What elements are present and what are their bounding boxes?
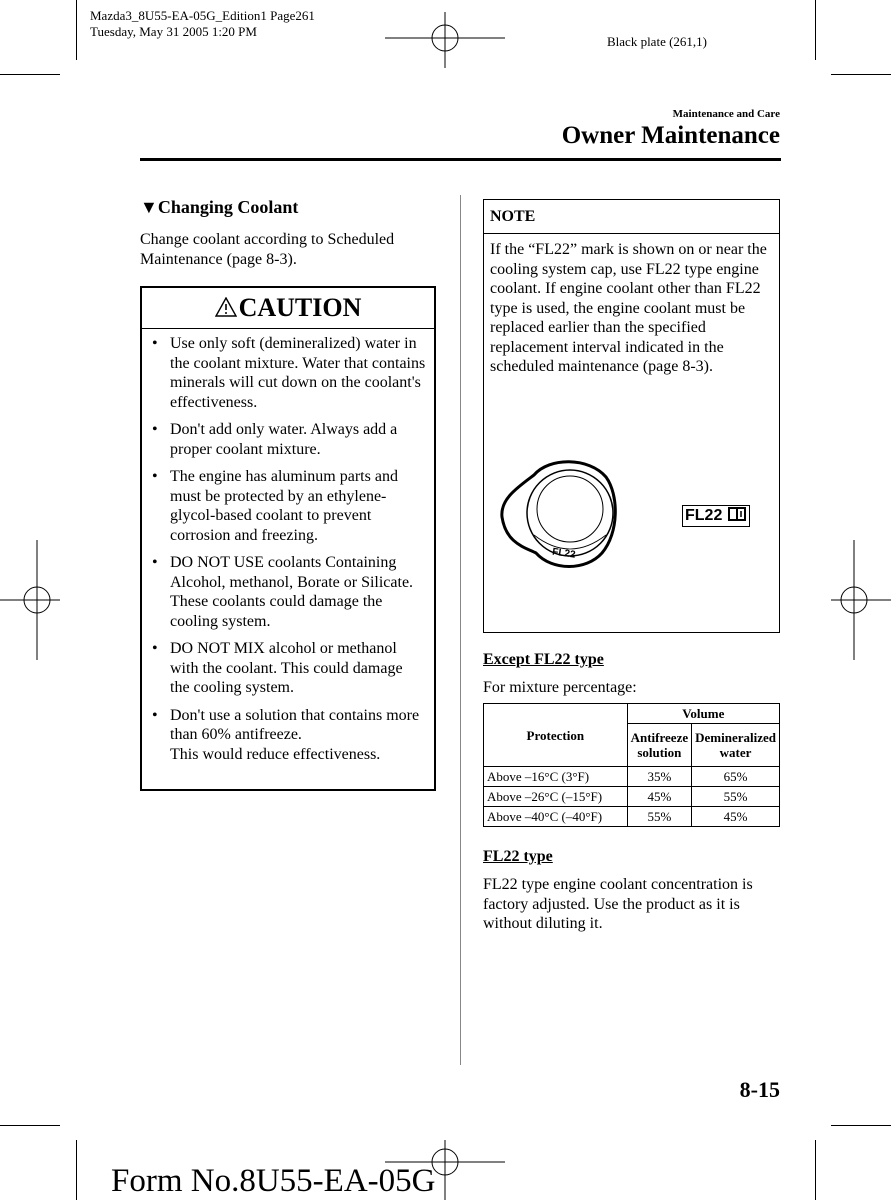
- crop-mark: [76, 0, 77, 60]
- note-text: If the “FL22” mark is shown on or near the cooling system cap, use FL22 type engine coolant. If engine coolant other than FL22 type is used, the engine coolant must be replaced earlier than the specified replacement interval indicated in the scheduled maintenance (page 8-3).: [490, 241, 767, 375]
- bullet-icon: •: [152, 335, 158, 352]
- bullet-icon: •: [152, 640, 158, 657]
- bullet-icon: •: [152, 468, 158, 485]
- mixture-text: For mixture percentage:: [483, 679, 637, 696]
- registration-target-left: [0, 540, 60, 660]
- table-header-demineralized: Demineralized water: [692, 724, 780, 767]
- crop-mark: [831, 1125, 891, 1126]
- caution-box: [140, 286, 436, 791]
- registration-target-right: [831, 540, 891, 660]
- list-item: • Don't add only water. Always add a proper coolant mixture.: [152, 421, 398, 458]
- plate-info: Black plate (261,1): [607, 34, 707, 49]
- table-row: Above –40°C (–40°F) 55% 45%: [484, 807, 780, 827]
- crop-mark: [0, 74, 60, 75]
- section-heading: [140, 197, 298, 218]
- radiator-cap-illustration: [494, 455, 634, 575]
- column-divider: [460, 195, 461, 1065]
- caution-title: CAUTION: [238, 293, 362, 322]
- except-fl22-heading: Except FL22 type: [483, 651, 604, 668]
- fl22-type-heading: FL22 type: [483, 848, 553, 865]
- header-rule: [140, 158, 781, 161]
- form-number: Form No.8U55-EA-05G: [111, 1163, 436, 1199]
- list-item: • The engine has aluminum parts and must be protected by an ethylene-glycol-based coolant to prevent corrosion and freezing.: [152, 468, 398, 544]
- section-heading-text: Changing Coolant: [157, 197, 299, 217]
- fl22-label-text: FL22: [685, 507, 723, 524]
- bullet-icon: •: [152, 554, 158, 571]
- bullet-icon: •: [152, 706, 158, 724]
- fl22-type-text: FL22 type engine coolant concentration is factory adjusted. Use the product as it is without diluting it.: [483, 876, 753, 932]
- caution-list: [148, 334, 426, 772]
- table-header-protection: Protection: [484, 704, 628, 767]
- section-label: Maintenance and Care: [672, 108, 780, 120]
- caution-header: [142, 288, 434, 329]
- registration-target-top: [385, 12, 505, 68]
- file-info-line2: Tuesday, May 31 2005 1:20 PM: [90, 24, 257, 39]
- intro-text: Change coolant according to Scheduled Maintenance (page 8-3).: [140, 231, 395, 268]
- list-item: • DO NOT USE coolants Containing Alcohol, methanol, Borate or Silicate. These coolants could damage the cooling system.: [152, 554, 414, 630]
- cap-fl22-mark: FL22: [551, 546, 577, 561]
- warning-triangle-icon: [215, 297, 237, 317]
- manual-book-icon: [727, 506, 747, 522]
- table-header-volume: Volume: [627, 704, 779, 724]
- triangle-down-icon: ▼: [140, 197, 158, 217]
- page-title: Owner Maintenance: [561, 122, 780, 149]
- crop-mark: [831, 74, 891, 75]
- fl22-label: [682, 505, 750, 527]
- list-item: • Use only soft (demineralized) water in the coolant mixture. Water that contains minerals will cut down on the coolant's effectiveness.: [152, 335, 426, 411]
- crop-mark: [0, 1125, 60, 1126]
- note-box: [483, 199, 780, 633]
- bullet-icon: •: [152, 421, 158, 438]
- coolant-mixture-table: [483, 703, 780, 827]
- note-title: NOTE: [484, 200, 779, 234]
- table-row: Above –16°C (3°F) 35% 65%: [484, 767, 780, 787]
- table-header-antifreeze: Antifreeze solution: [627, 724, 692, 767]
- table-row: Above –26°C (–15°F) 45% 55%: [484, 787, 780, 807]
- crop-mark: [815, 1140, 816, 1200]
- file-info-line1: Mazda3_8U55-EA-05G_Edition1 Page261: [90, 8, 315, 23]
- page-number: 8-15: [739, 1077, 780, 1102]
- crop-mark: [815, 0, 816, 60]
- crop-mark: [76, 1140, 77, 1200]
- list-item: • Don't use a solution that contains more than 60% antifreeze. This would reduce effectiveness.: [152, 706, 420, 763]
- list-item: • DO NOT MIX alcohol or methanol with the coolant. This could damage the cooling system.: [152, 640, 403, 696]
